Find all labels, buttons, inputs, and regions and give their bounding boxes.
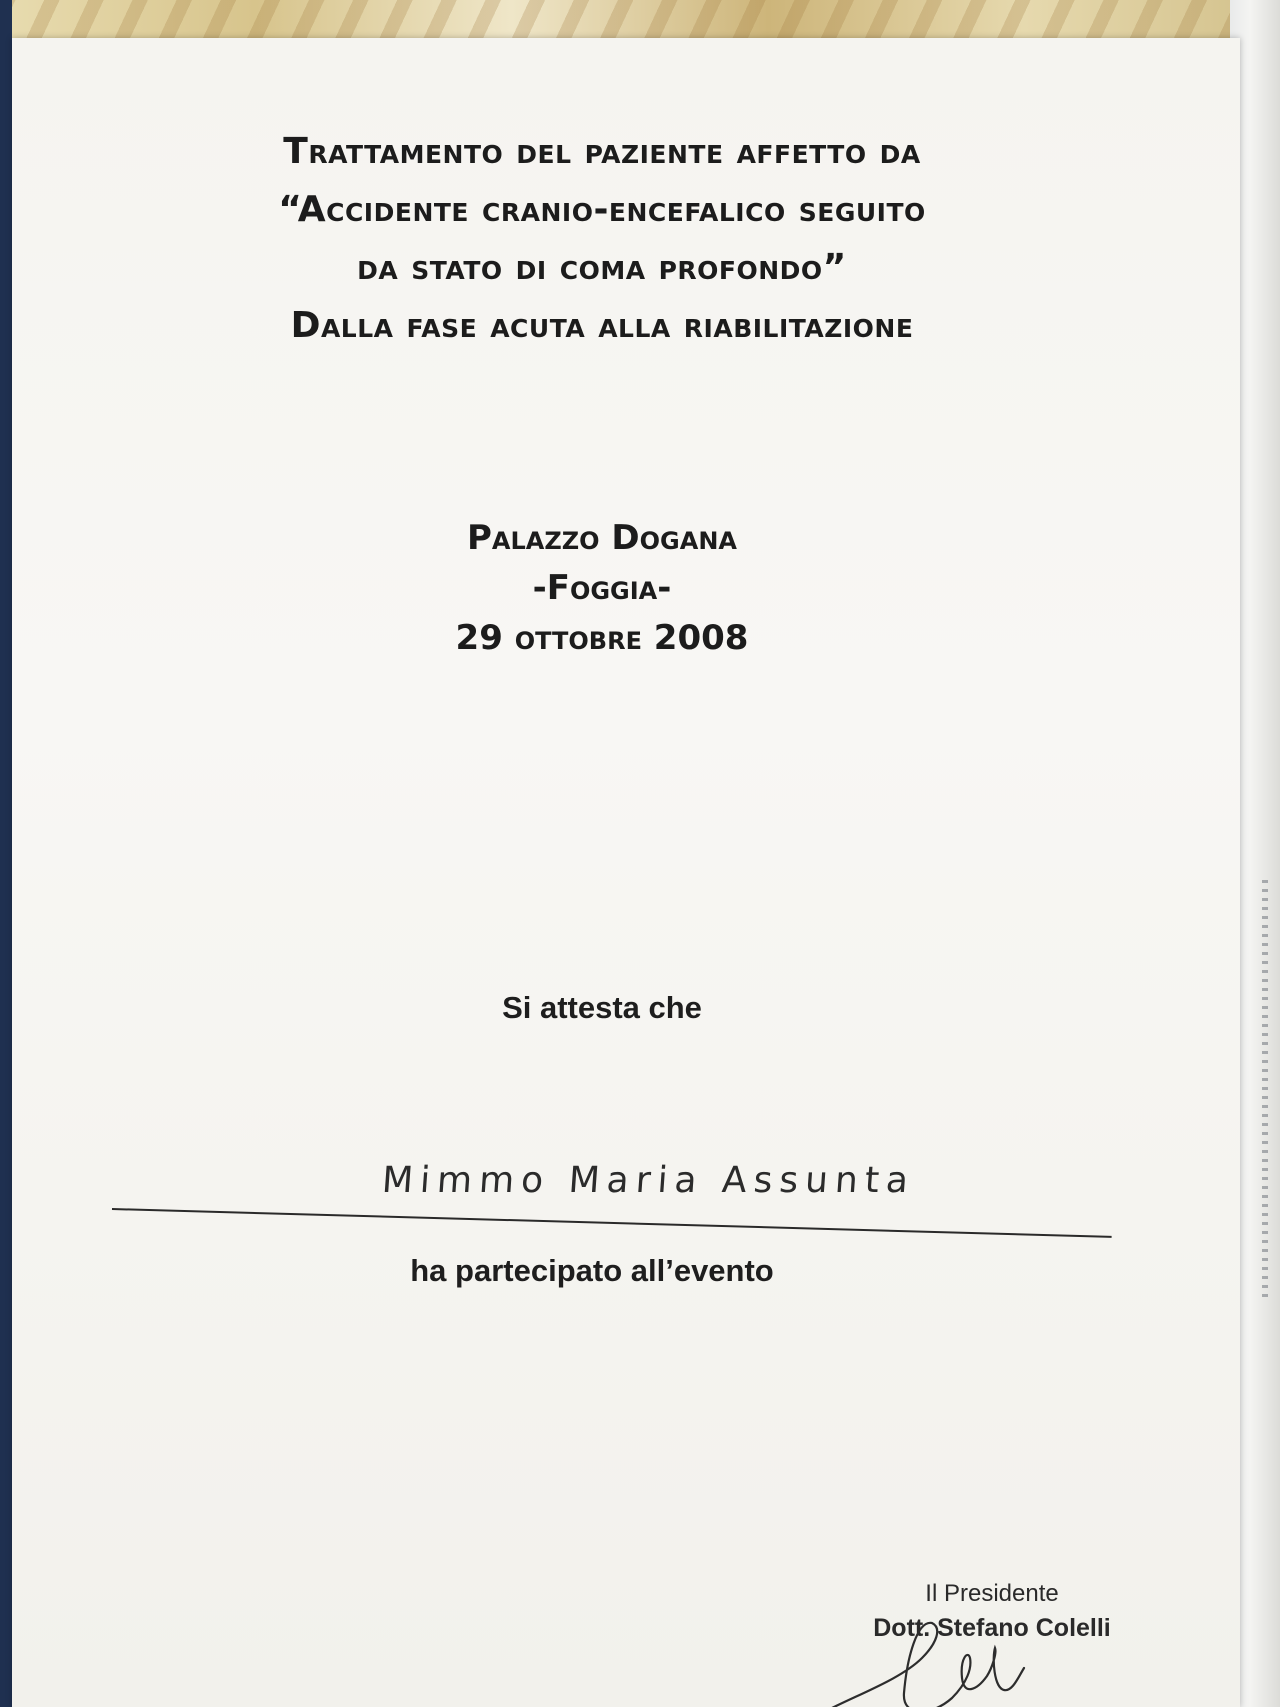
signatory-role: Il Presidente <box>925 1580 1059 1607</box>
signatory-name: Dott. Stefano Colelli <box>873 1614 1111 1642</box>
participant-name: Mimmo Maria Assunta <box>380 1160 917 1201</box>
venue-city: -Foggia- <box>532 568 672 608</box>
name-underline <box>112 1208 1112 1238</box>
certificate-title <box>72 123 1132 355</box>
background-right-perforation <box>1262 880 1268 1300</box>
title-line-4: Dalla fase acuta alla riabilitazione <box>290 305 914 346</box>
title-line-3: da stato di coma profondo” <box>357 247 847 288</box>
title-line-1: Trattamento del paziente affetto da <box>283 131 921 172</box>
background-left-edge <box>0 0 12 1707</box>
attest-text: Si attesta che <box>502 990 702 1025</box>
venue-name: Palazzo Dogana <box>467 518 737 558</box>
participation-text: ha partecipato all’evento <box>410 1253 774 1288</box>
event-date: 29 ottobre 2008 <box>455 618 749 658</box>
certificate-sheet <box>12 38 1240 1707</box>
event-venue-block <box>342 513 862 663</box>
handwritten-signature <box>792 1598 1092 1707</box>
title-line-2: “Accidente cranio-encefalico seguito <box>278 189 926 230</box>
